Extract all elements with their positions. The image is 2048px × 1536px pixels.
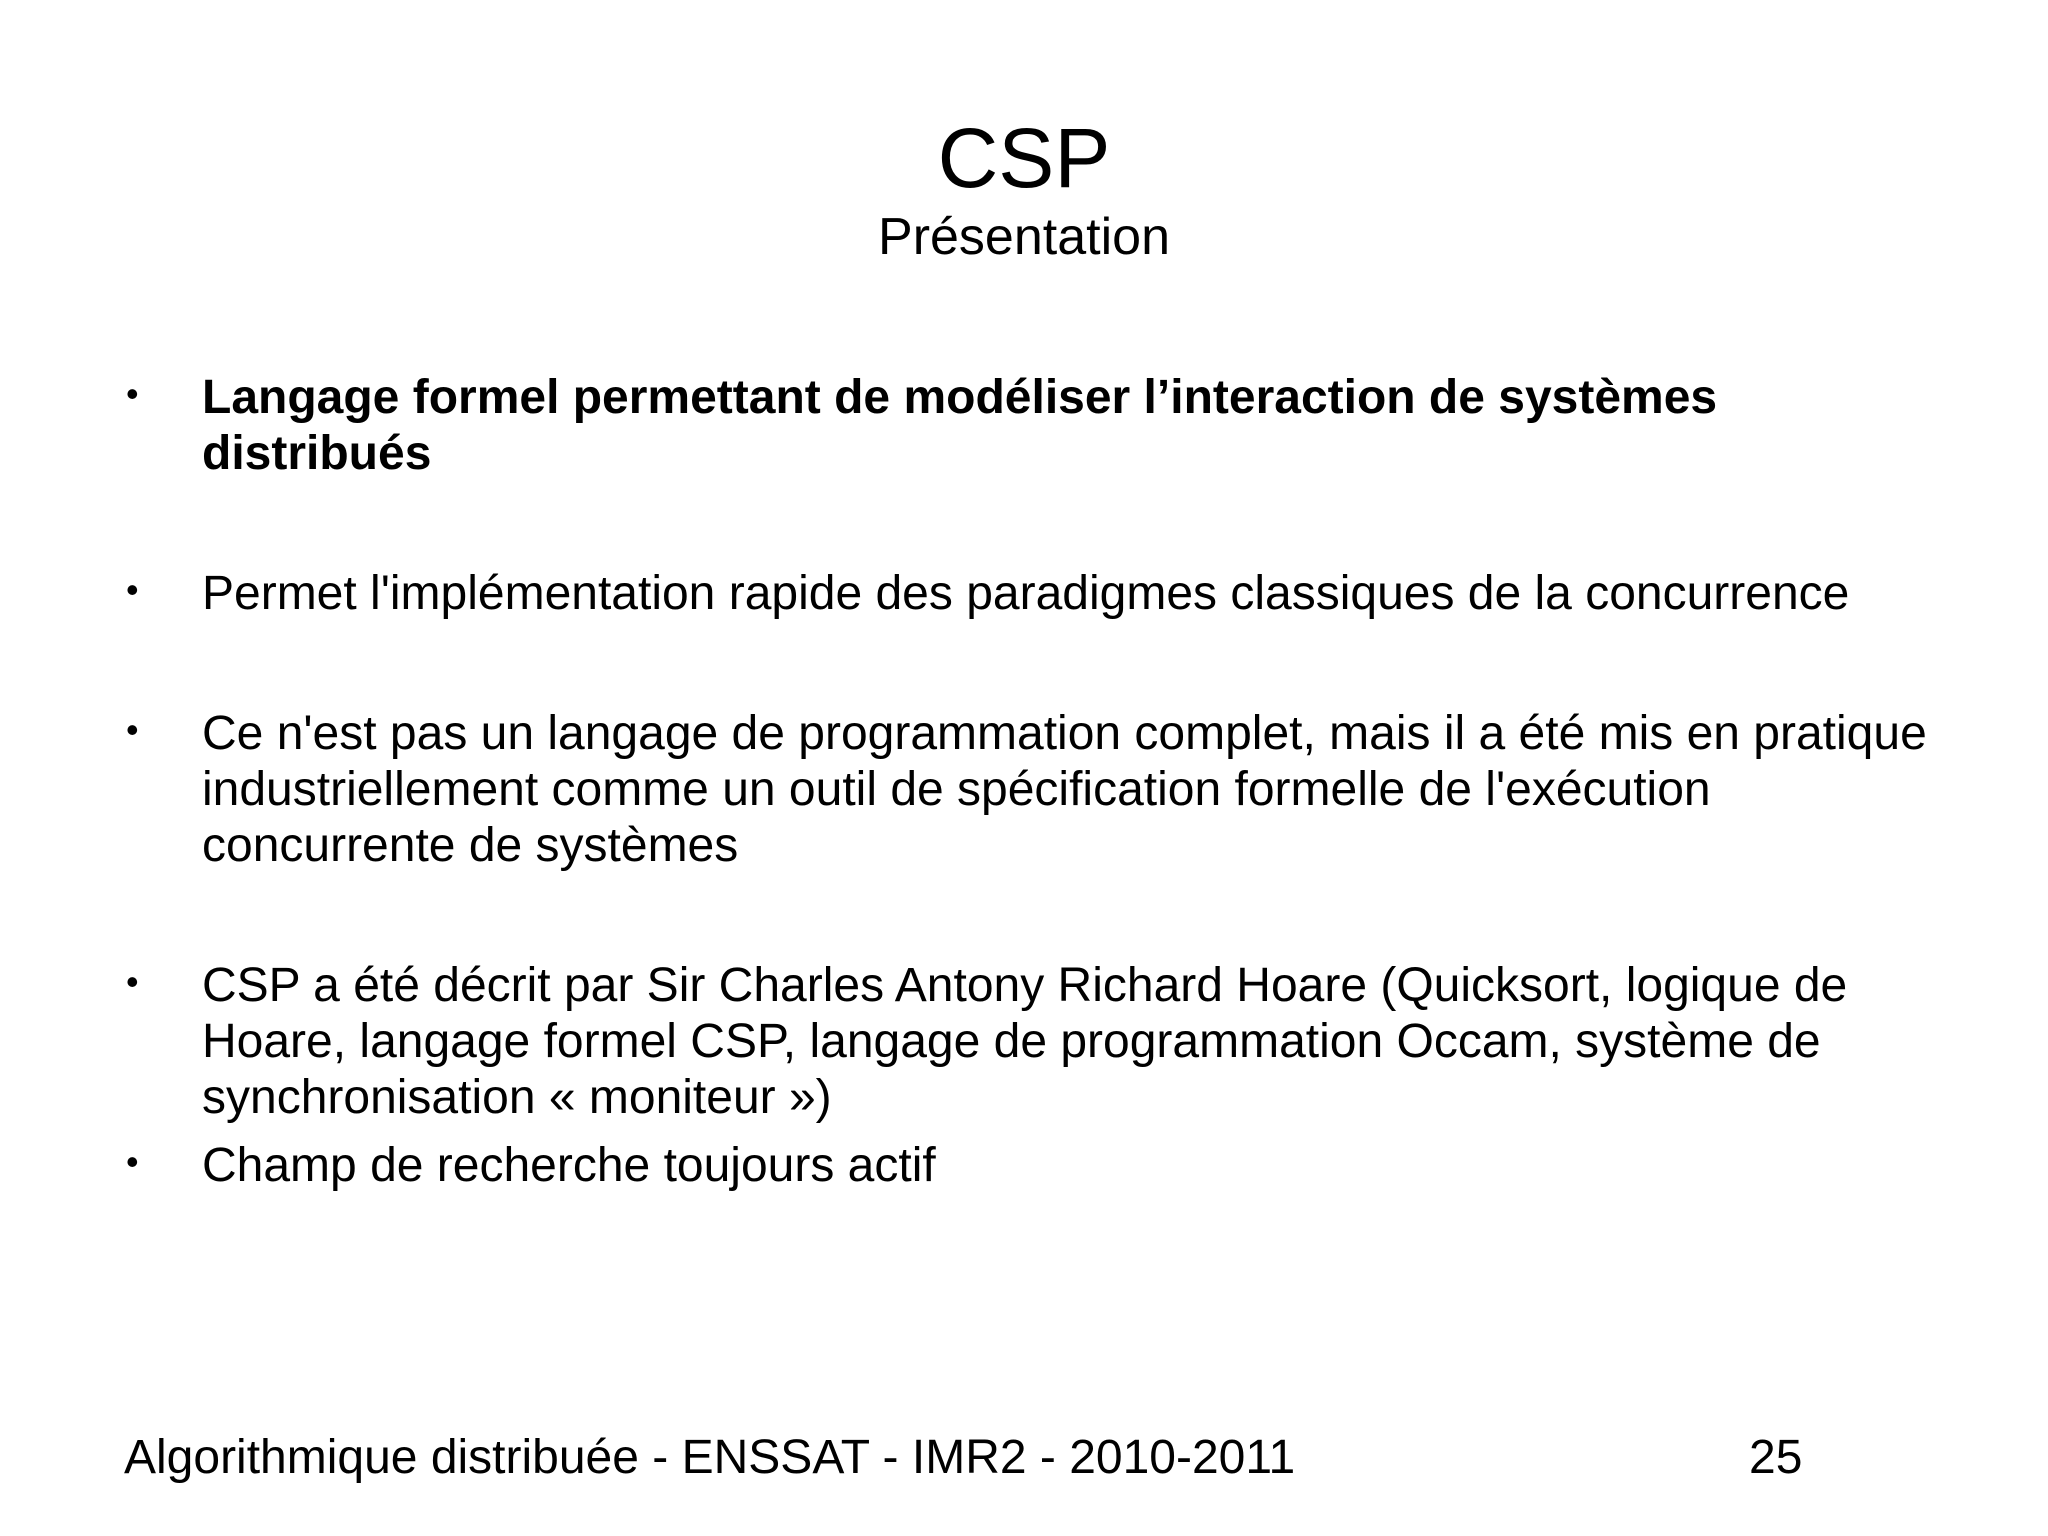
slide-header [0,110,2048,268]
bullet-text: Langage formel permettant de modéliser l’interaction de systèmes distribués [202,371,1718,480]
bullet-text: Permet l'implémentation rapide des paradigmes classiques de la concurrence [202,567,1850,620]
bullet-dot-icon: • [126,709,139,750]
page-number: 25 [1749,1431,1803,1484]
slide-subtitle: Présentation [878,208,1170,266]
bullet-text: Ce n'est pas un langage de programmation complet, mais il a été mis en pratique industriellement comme un outil de spécification formelle de l'exécution concurrente de systèmes [202,707,1927,872]
bullet-dot-icon: • [126,961,139,1002]
bullet-text: Champ de recherche toujours actif [202,1139,936,1192]
bullet-item [118,370,1958,482]
bullet-list [118,370,1958,1194]
bullet-item [118,706,1958,874]
bullet-dot-icon: • [126,1141,139,1182]
footer-text: Algorithmique distribuée - ENSSAT - IMR2 - 2010-2011 [124,1431,1296,1484]
bullet-dot-icon: • [126,569,139,610]
bullet-item [118,958,1958,1126]
bullet-text: CSP a été décrit par Sir Charles Antony Richard Hoare (Quicksort, logique de Hoare, langage formel CSP, langage de programmation Occam, système de synchronisation « moniteur ») [202,959,1848,1124]
bullet-item [118,566,1958,622]
bullet-dot-icon: • [126,373,139,414]
bullet-item [118,1138,1958,1194]
slide-title: CSP [937,111,1111,205]
